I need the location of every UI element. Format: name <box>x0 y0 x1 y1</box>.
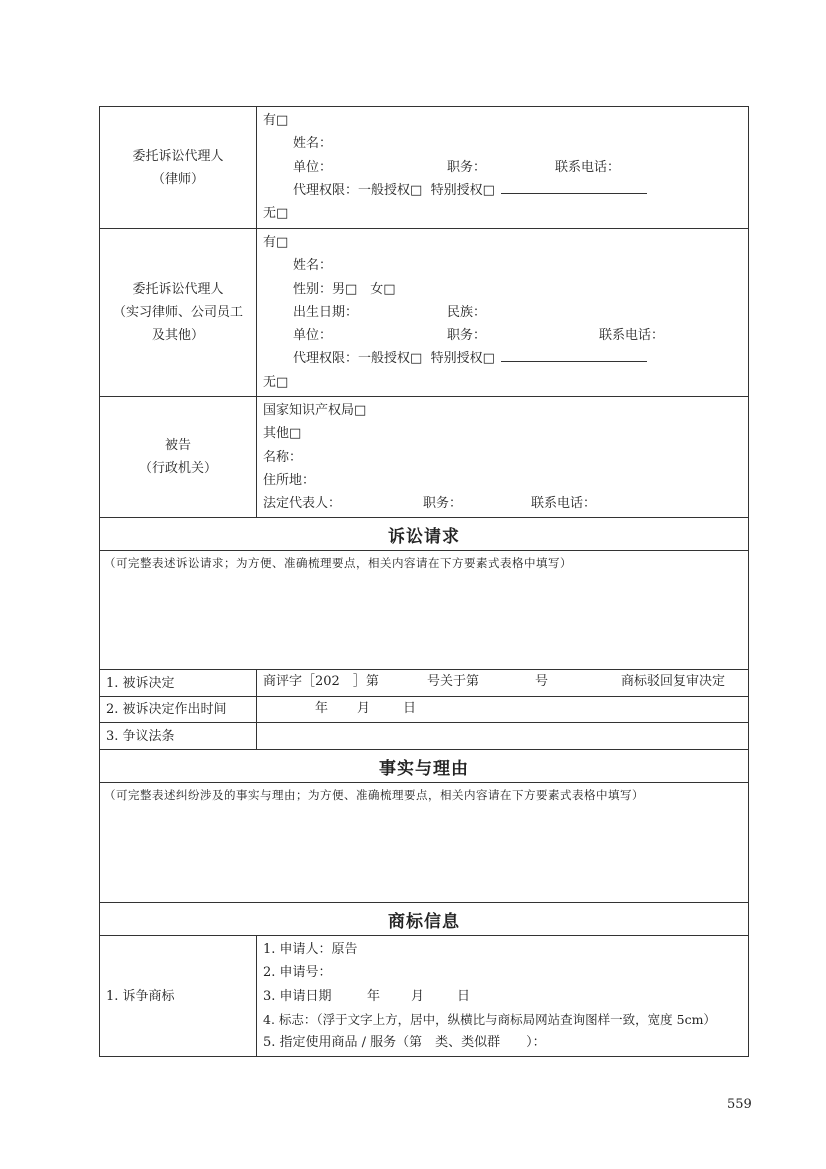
name-field[interactable]: 名称： <box>263 449 303 465</box>
unit-line <box>263 156 748 179</box>
year-label: 年 <box>315 701 329 716</box>
other-checkbox[interactable]: 其他□ <box>263 426 302 442</box>
agent-other-fields <box>257 229 748 396</box>
general-authority-checkbox[interactable]: 代理权限：一般授权□ <box>293 351 423 367</box>
unit-field[interactable]: 单位： <box>293 159 333 175</box>
address-field[interactable]: 住所地： <box>263 472 316 488</box>
label-line: 被告 <box>164 438 191 453</box>
position-field[interactable]: 职务： <box>447 159 487 175</box>
special-authority-checkbox[interactable]: 特别授权□ <box>430 182 495 198</box>
decision-number-suffix: 号 <box>535 674 549 689</box>
special-authority-checkbox[interactable]: 特别授权□ <box>430 351 495 367</box>
label-line: （律师） <box>151 171 204 187</box>
defendant-label <box>100 397 257 517</box>
defendant-fields <box>257 397 748 517</box>
authority-underline[interactable] <box>501 347 647 362</box>
decision-middle: 号关于第 <box>427 674 480 689</box>
application-date-label: 3. 申请日期 <box>263 988 332 1004</box>
defendant-row <box>100 397 749 518</box>
trademark-fields <box>257 936 748 1056</box>
application-number-field[interactable]: 2. 申请号： <box>263 965 332 981</box>
birth-field[interactable]: 出生日期： <box>293 304 359 320</box>
authority-line <box>263 179 748 202</box>
birth-line <box>263 301 748 324</box>
decision-date-value[interactable] <box>257 697 748 722</box>
cnipa-checkbox[interactable]: 国家知识产权局□ <box>263 403 367 418</box>
label-line: 委托诉讼代理人 <box>132 282 224 297</box>
general-authority-checkbox[interactable]: 代理权限：一般授权□ <box>293 182 423 198</box>
year-label: 年 <box>367 988 381 1004</box>
decision-date-label: 2. 被诉决定作出时间 <box>100 697 257 722</box>
agent-lawyer-fields <box>257 107 748 228</box>
label-line: 委托诉讼代理人 <box>132 148 224 164</box>
has-checkbox[interactable]: 有□ <box>263 113 289 128</box>
position-field[interactable]: 职务： <box>423 496 463 512</box>
trademark-row <box>100 936 749 1057</box>
agent-lawyer-row <box>100 107 749 229</box>
label-line: （实习律师、公司员工 <box>112 305 243 320</box>
unit-field[interactable]: 单位： <box>293 328 333 344</box>
authority-line <box>263 347 748 370</box>
phone-field[interactable]: 联系电话： <box>555 159 621 175</box>
agent-other-row <box>100 229 749 397</box>
complaint-form-table <box>99 106 749 1057</box>
month-label: 月 <box>357 701 371 716</box>
disputed-law-value[interactable] <box>257 723 748 749</box>
agent-lawyer-label <box>100 107 257 228</box>
rep-line <box>263 492 748 515</box>
decision-row <box>100 670 749 697</box>
disputed-law-row <box>100 723 749 750</box>
label-line: 及其他） <box>151 328 204 343</box>
trademark-label: 1. 诉争商标 <box>100 936 257 1056</box>
phone-field[interactable]: 联系电话： <box>599 328 665 344</box>
label-line: （行政机关） <box>138 461 217 476</box>
decision-date-row <box>100 697 749 723</box>
day-label: 日 <box>457 988 471 1004</box>
mark-field[interactable]: 4. 标志：（浮于文字上方，居中，纵横比与商标局网站查询图样一致，宽度 5cm） <box>263 1011 716 1027</box>
application-date-line[interactable] <box>263 985 748 1008</box>
decision-label: 1. 被诉决定 <box>100 670 257 696</box>
unit-line <box>263 324 748 347</box>
facts-note: （可完整表述纠纷涉及的事实与理由；为方便、准确梳理要点，相关内容请在下方要素式表格中填写） <box>104 788 644 802</box>
decision-prefix: 商评字［202 ］第 <box>263 674 379 689</box>
day-label: 日 <box>403 701 417 716</box>
facts-heading: 事实与理由 <box>100 750 749 783</box>
month-label: 月 <box>411 988 425 1004</box>
page-number: 559 <box>727 1097 752 1112</box>
has-checkbox[interactable]: 有□ <box>263 235 289 250</box>
applicant-field[interactable]: 1. 申请人：原告 <box>263 942 358 957</box>
disputed-law-label: 3. 争议法条 <box>100 723 257 749</box>
ethnicity-field[interactable]: 民族： <box>447 304 487 320</box>
legal-rep-field[interactable]: 法定代表人： <box>263 496 342 512</box>
claims-note: （可完整表述诉讼请求；为方便、准确梳理要点，相关内容请在下方要素式表格中填写） <box>104 556 572 570</box>
designated-goods-field[interactable]: 5. 指定使用商品 / 服务（第 类、类似群 ）： <box>263 1035 546 1051</box>
name-field[interactable]: 姓名： <box>293 136 333 152</box>
gender-checkboxes[interactable]: 性别：男□ 女□ <box>293 281 396 297</box>
decision-value[interactable] <box>257 670 748 696</box>
none-checkbox[interactable]: 无□ <box>263 206 289 222</box>
decision-type: 商标驳回复审决定 <box>621 674 726 689</box>
facts-textarea[interactable] <box>100 783 749 903</box>
none-checkbox[interactable]: 无□ <box>263 374 289 390</box>
name-field[interactable]: 姓名： <box>293 258 333 274</box>
agent-other-label <box>100 229 257 396</box>
phone-field[interactable]: 联系电话： <box>531 496 597 512</box>
claims-textarea[interactable] <box>100 551 749 670</box>
authority-underline[interactable] <box>501 179 647 194</box>
claims-heading: 诉讼请求 <box>100 518 749 551</box>
position-field[interactable]: 职务： <box>447 328 487 344</box>
trademark-heading: 商标信息 <box>100 903 749 936</box>
